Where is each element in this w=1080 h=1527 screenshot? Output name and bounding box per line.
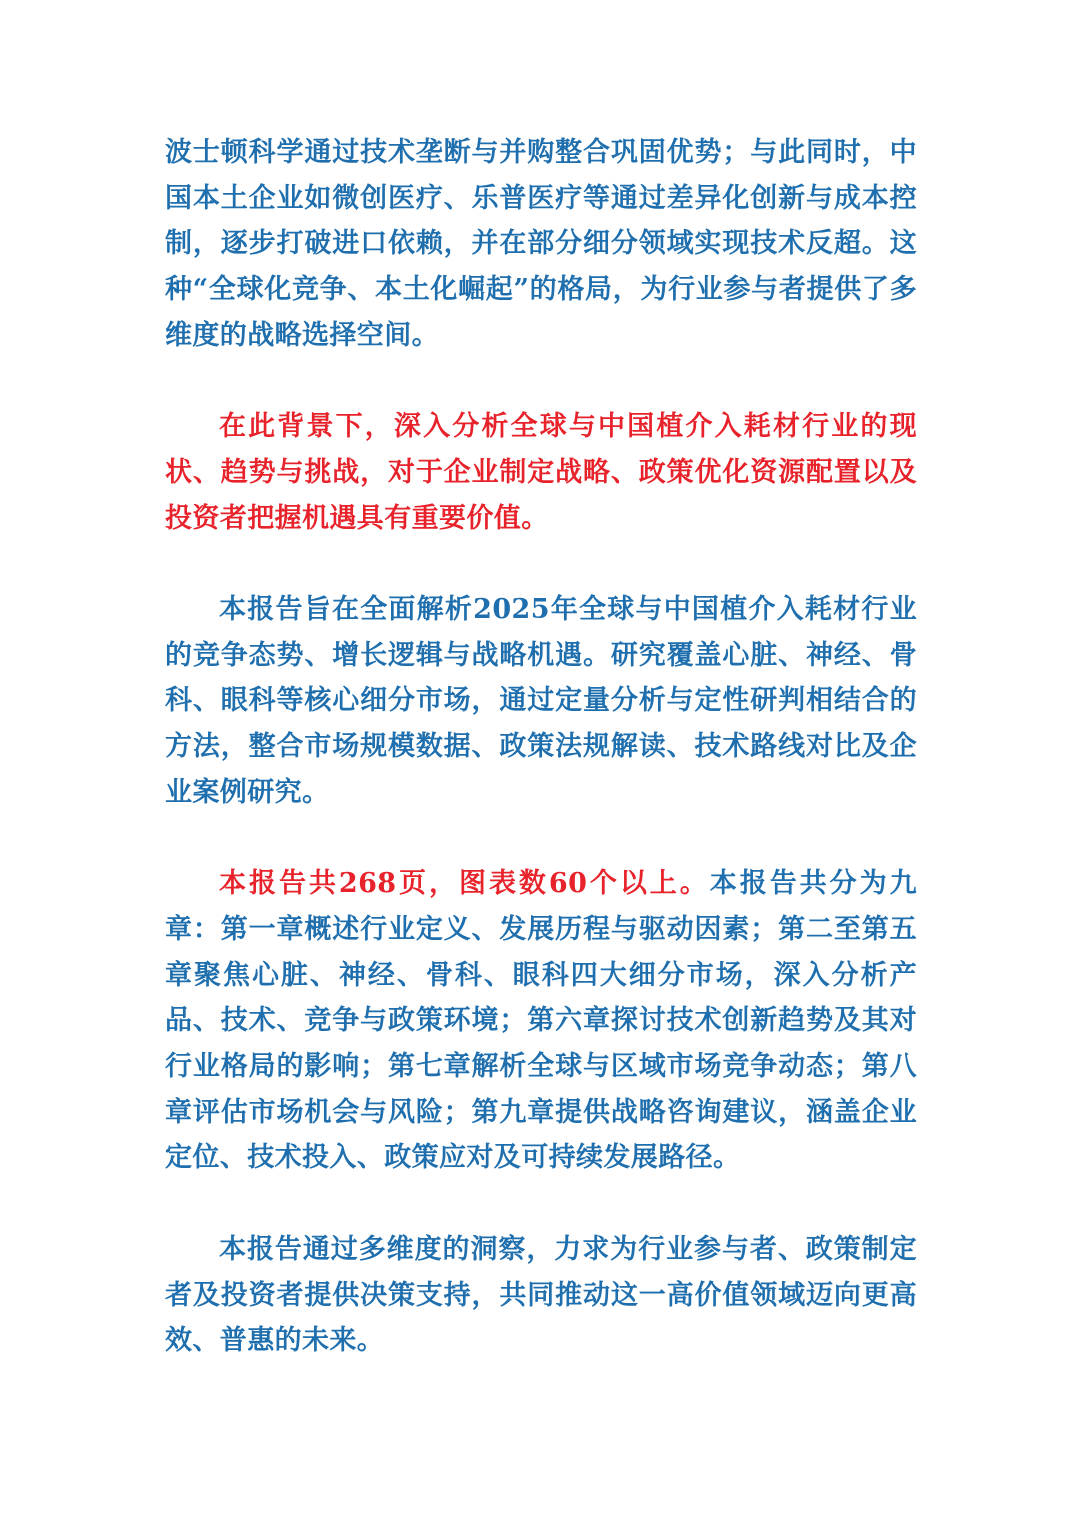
paragraph-gap (165, 359, 917, 405)
document-page (165, 130, 917, 1364)
paragraph-background: 在此背景下，深入分析全球与中国植介入耗材行业的现状、趋势与挑战，对于企业制定战略、政策优化资源配置以及投资者把握机遇具有重要价值。 (165, 411, 917, 534)
report-size-highlight: 本报告共268页，图表数60个以上。 (219, 868, 710, 900)
paragraph-report-structure (165, 861, 917, 1181)
chapter-overview: 本报告共分为九章：第一章概述行业定义、发展历程与驱动因素；第二至第五章聚焦心脏、神经、骨科、眼科四大细分市场，深入分析产品、技术、竞争与政策环境；第六章探讨技术创新趋势及其对行业格局的影响；第七章解析全球与区域市场竞争动态；第八章评估市场机会与风险；第九章提供战略咨询建议，涵盖企业定位、技术投入、政策应对及可持续发展路径。 (165, 868, 917, 1174)
paragraph-competition: 波士顿科学通过技术垄断与并购整合巩固优势；与此同时，中国本土企业如微创医疗、乐普医疗等通过差异化创新与成本控制，逐步打破进口依赖，并在部分细分领域实现技术反超。这种“全球化竞争、本土化崛起”的格局，为行业参与者提供了多维度的战略选择空间。 (165, 137, 917, 351)
paragraph-conclusion: 本报告通过多维度的洞察，力求为行业参与者、政策制定者及投资者提供决策支持，共同推动这一高价值领域迈向更高效、普惠的未来。 (165, 1233, 917, 1357)
paragraph-gap (165, 1181, 917, 1227)
paragraph-report-aim: 本报告旨在全面解析2025年全球与中国植介入耗材行业的竞争态势、增长逻辑与战略机遇。研究覆盖心脏、神经、骨科、眼科等核心细分市场，通过定量分析与定性研判相结合的方法，整合市场规模数据、政策法规解读、技术路线对比及企业案例研究。 (165, 594, 917, 808)
paragraph-gap (165, 816, 917, 862)
paragraph-gap (165, 541, 917, 587)
